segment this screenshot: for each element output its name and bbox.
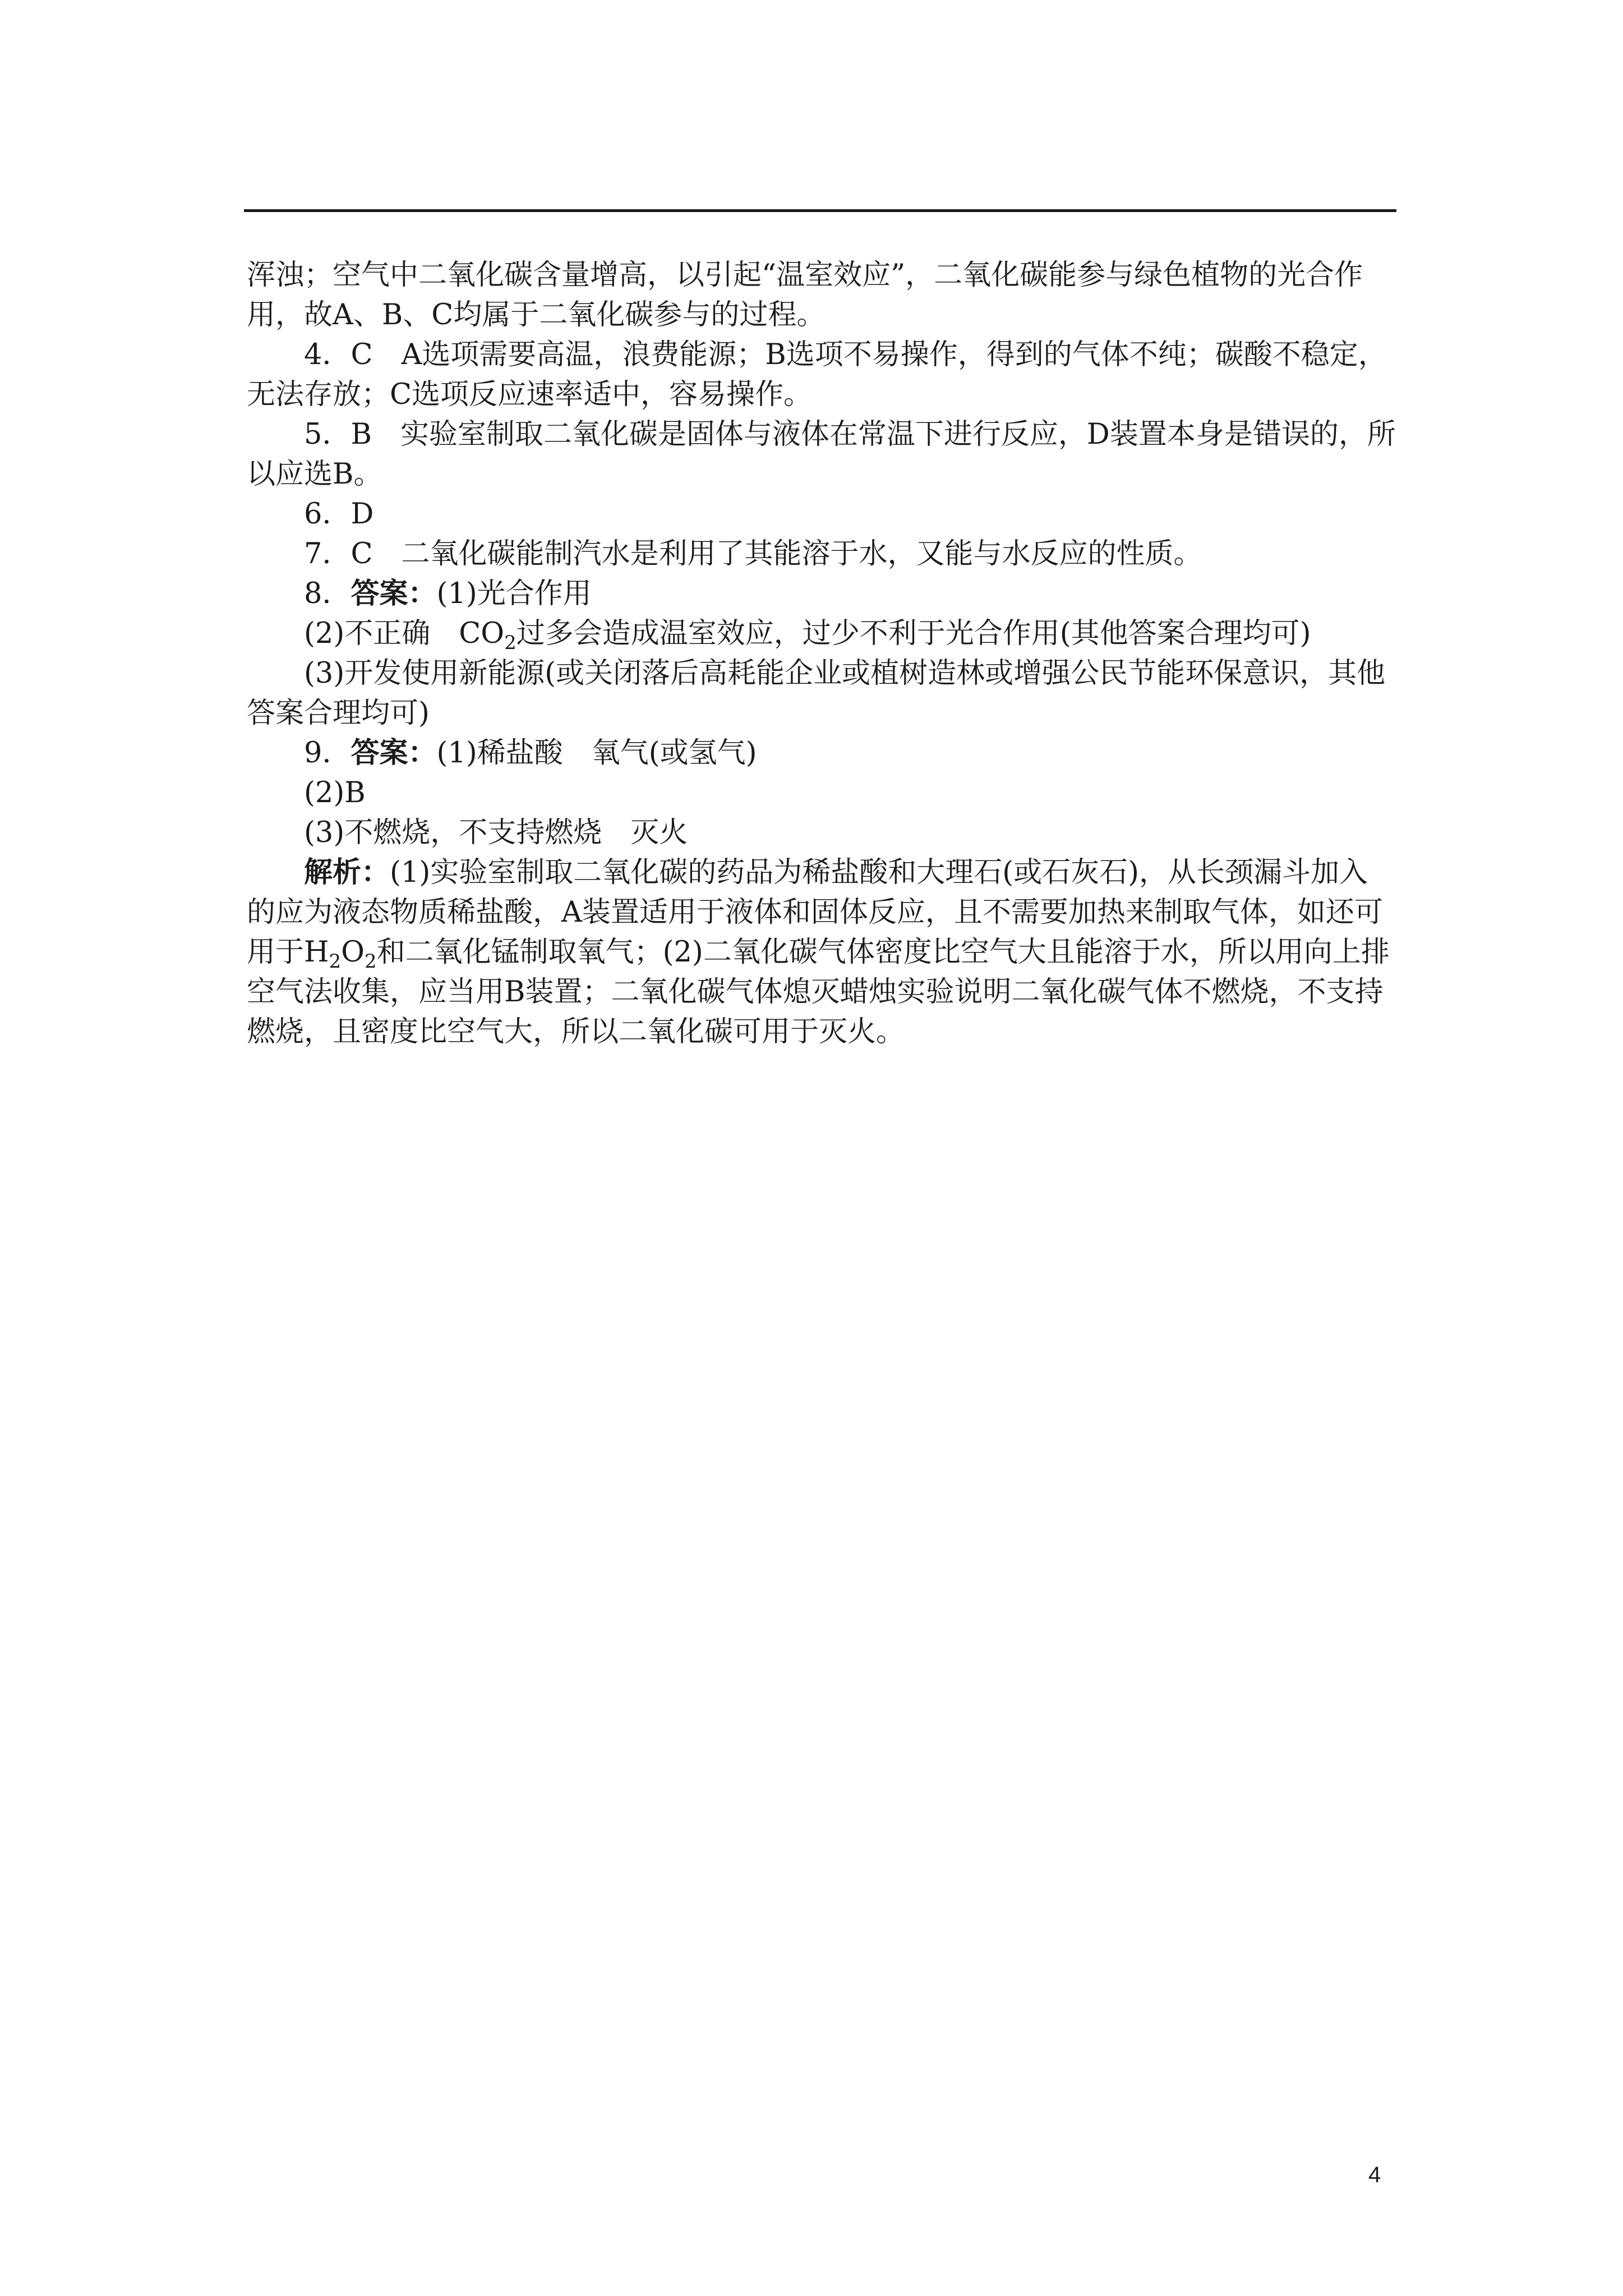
explanation-label: 解析： — [304, 855, 390, 889]
text-line-content: (3)开发使用新能源(或关闭落后高耗能企业或植树造林或增强公民节能环保意识，其他 — [304, 657, 1386, 690]
text-line — [247, 375, 1396, 415]
text-line-content: 无法存放；C选项反应速率适中，容易操作。 — [247, 378, 813, 411]
answer-5 — [247, 415, 1396, 454]
header-rule — [244, 209, 1396, 212]
answer-6-text: 6．D — [304, 498, 374, 531]
text-line — [247, 454, 1396, 494]
text-fragment: (1)实验室制取二氧化碳的药品为稀盐酸和大理石(或石灰石)，从长颈漏斗加入 — [390, 856, 1368, 889]
answer-9-part-2 — [247, 773, 1396, 813]
subscript: 2 — [364, 950, 377, 973]
text-line — [247, 255, 1396, 295]
text-line — [247, 693, 1396, 733]
answer-4-text: 4．C A选项需要高温，浪费能源；B选项不易操作，得到的气体不纯；碳酸不稳定， — [304, 338, 1387, 371]
text-fragment: 过多会造成温室效应，过少不利于光合作用(其他答案合理均可) — [516, 617, 1311, 650]
answer-9 — [247, 733, 1396, 773]
answer-8-part-1: (1)光合作用 — [436, 577, 592, 610]
text-line — [247, 932, 1396, 972]
text-line — [247, 892, 1396, 932]
text-line-content: 浑浊；空气中二氧化碳含量增高，以引起“温室效应”，二氧化碳能参与绿色植物的光合作 — [247, 259, 1363, 292]
answer-8 — [247, 574, 1396, 614]
page-number: 4 — [1368, 2162, 1381, 2187]
answer-7 — [247, 534, 1396, 574]
text-line-content: (3)不燃烧，不支持燃烧 灭火 — [304, 816, 688, 849]
answer-7-text: 7．C 二氧化碳能制汽水是利用了其能溶于水，又能与水反应的性质。 — [304, 537, 1202, 570]
text-line-content: 用，故A、B、C均属于二氧化碳参与的过程。 — [247, 298, 826, 332]
text-line — [247, 972, 1396, 1012]
answer-8-part-2 — [247, 614, 1396, 654]
answer-label: 答案： — [351, 736, 437, 770]
text-fragment: (2)不正确 CO — [304, 617, 505, 650]
question-number: 9． — [304, 737, 351, 770]
text-line — [247, 1012, 1396, 1052]
text-line-content: 的应为液态物质稀盐酸，A装置适用于液体和固体反应，且不需要加热来制取气体，如还可 — [247, 896, 1383, 929]
answer-5-text: 5．B 实验室制取二氧化碳是固体与液体在常温下进行反应，D装置本身是错误的，所 — [304, 418, 1396, 451]
answer-4 — [247, 335, 1396, 375]
text-line-content: (2)B — [304, 776, 366, 809]
explanation — [247, 853, 1396, 892]
answer-6 — [247, 494, 1396, 534]
text-line-content: 空气法收集，应当用B装置；二氧化碳气体熄灭蜡烛实验说明二氧化碳气体不燃烧，不支持 — [247, 976, 1384, 1009]
text-line-content: 燃烧，且密度比空气大，所以二氧化碳可用于灭火。 — [247, 1015, 905, 1048]
text-line-content: 答案合理均可) — [247, 697, 430, 730]
text-fragment: 用于H — [247, 936, 329, 969]
answer-label: 答案： — [351, 577, 437, 610]
text-fragment: O — [341, 936, 365, 969]
subscript: 2 — [329, 950, 342, 973]
answer-9-part-1: (1)稀盐酸 氧气(或氢气) — [436, 737, 757, 770]
text-line-content: 以应选B。 — [247, 458, 382, 491]
text-fragment: 和二氧化锰制取氧气；(2)二氧化碳气体密度比空气大且能溶于水，所以用向上排 — [376, 936, 1390, 969]
subscript: 2 — [504, 632, 517, 655]
answer-content — [247, 255, 1396, 1052]
answer-9-part-3 — [247, 813, 1396, 853]
answer-8-part-3 — [247, 654, 1396, 693]
text-line — [247, 295, 1396, 335]
question-number: 8． — [304, 577, 351, 610]
